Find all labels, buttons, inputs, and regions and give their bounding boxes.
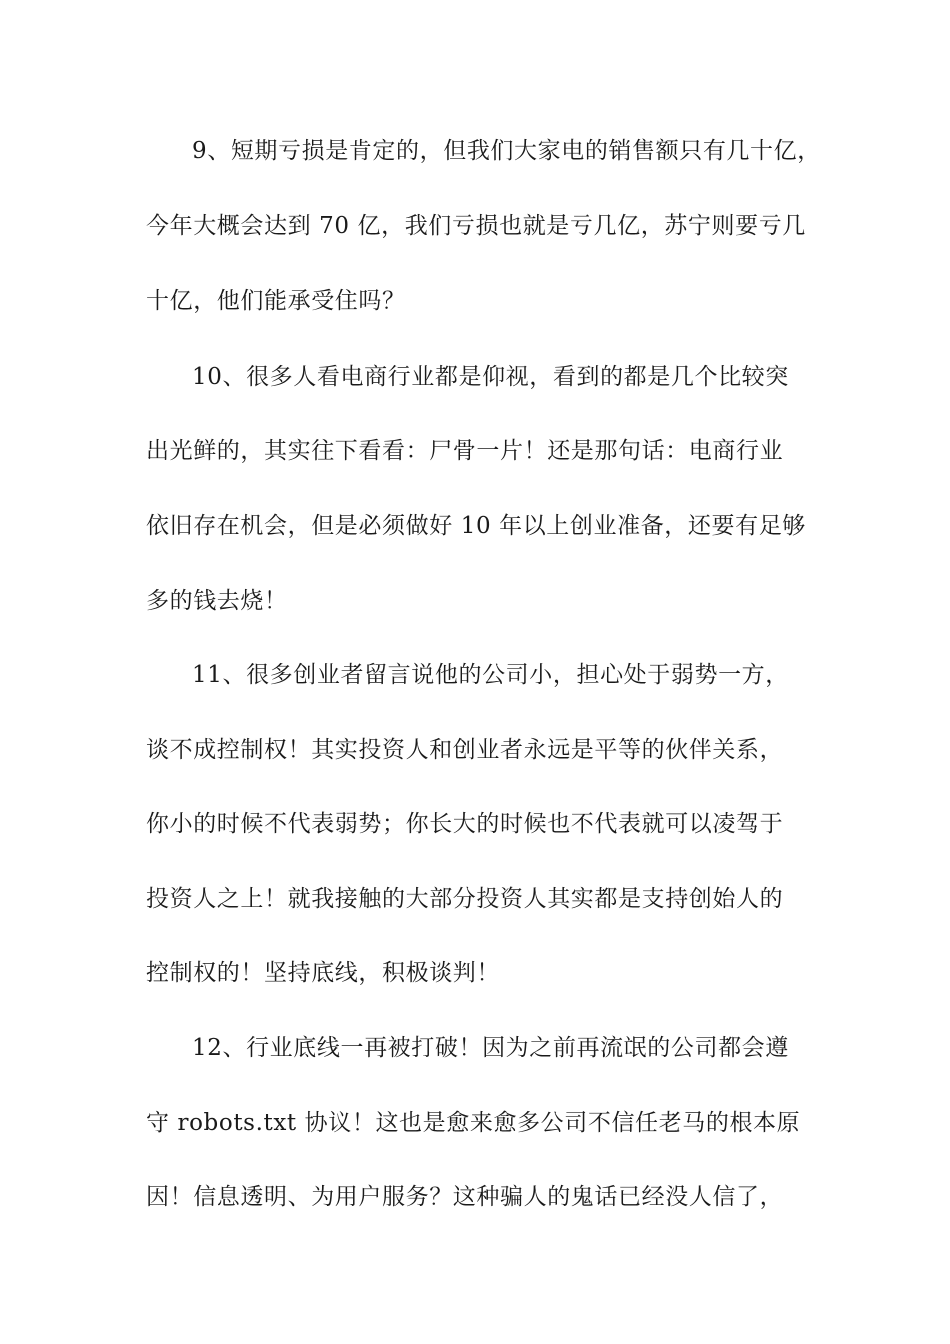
- text-line: 9、短期亏损是肯定的，但我们大家电的销售额只有几十亿，: [192, 138, 821, 164]
- text-line: 11、很多创业者留言说他的公司小，担心处于弱势一方，: [192, 662, 789, 688]
- text-line: 10、很多人看电商行业都是仰视，看到的都是几个比较突: [192, 364, 789, 390]
- text-line: 投资人之上！就我接触的大部分投资人其实都是支持创始人的: [146, 886, 784, 912]
- text-line: 你小的时候不代表弱势；你长大的时候也不代表就可以凌驾于: [146, 811, 784, 837]
- text-line: 控制权的！坚持底线，积极谈判！: [146, 960, 500, 986]
- text-line: 谈不成控制权！其实投资人和创业者永远是平等的伙伴关系，: [146, 737, 784, 763]
- text-line: 十亿，他们能承受住吗？: [146, 288, 406, 314]
- text-line: 多的钱去烧！: [146, 588, 288, 614]
- text-line: 依旧存在机会，但是必须做好 10 年以上创业准备，还要有足够: [146, 513, 806, 539]
- text-line: 今年大概会达到 70 亿，我们亏损也就是亏几亿，苏宁则要亏几: [146, 213, 806, 239]
- text-line: 守 robots.txt 协议！这也是愈来愈多公司不信任老马的根本原: [146, 1110, 801, 1136]
- text-line: 因！信息透明、为用户服务？这种骗人的鬼话已经没人信了，: [146, 1184, 784, 1210]
- text-line: 出光鲜的，其实往下看看：尸骨一片！还是那句话：电商行业: [146, 438, 784, 464]
- text-line: 12、行业底线一再被打破！因为之前再流氓的公司都会遵: [192, 1035, 789, 1061]
